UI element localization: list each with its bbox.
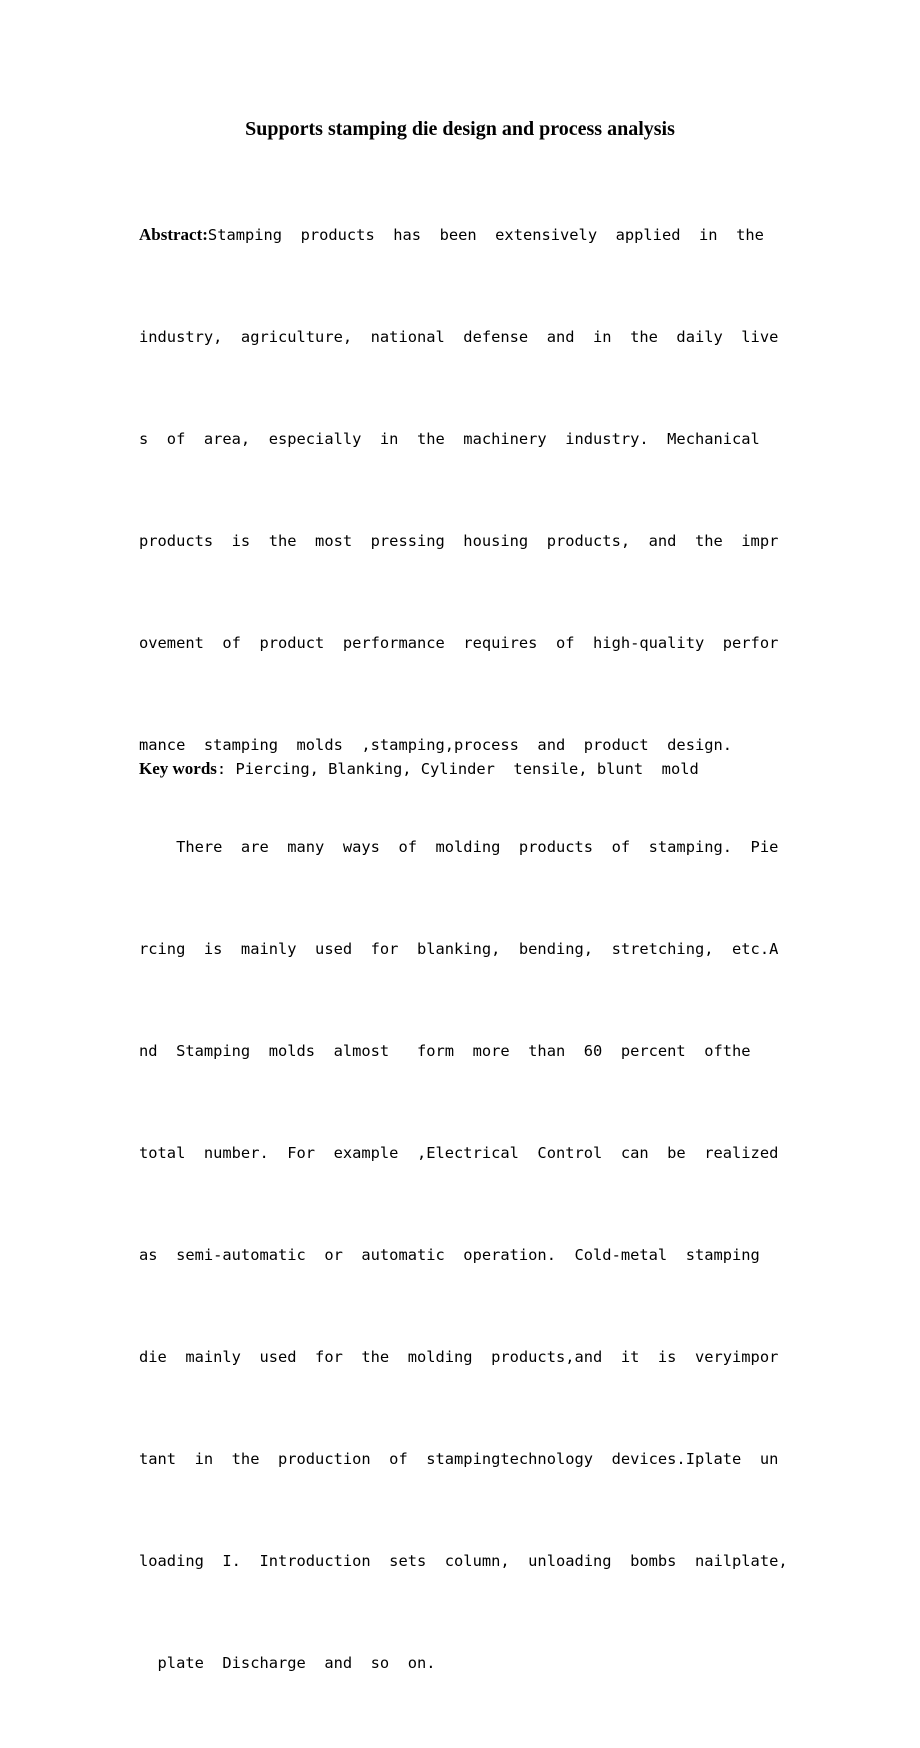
abstract-line: There are many ways of molding products of stamping. Pie [139, 838, 779, 856]
abstract-text: Stamping products has been extensively applied in the [207, 226, 764, 244]
abstract-label: Abstract: [139, 225, 208, 244]
abstract-line: industry, agriculture, national defense and in the daily live [139, 328, 779, 346]
abstract-section [139, 150, 799, 1748]
keywords-section [139, 684, 799, 854]
abstract-line [139, 218, 799, 252]
abstract-line: ovement of product performance requires of high-quality perfor [139, 634, 779, 652]
keywords-text: : Piercing, Blanking, Cylinder tensile, blunt mold [216, 760, 699, 778]
abstract-line: loading I. Introduction sets column, unloading bombs nailplate, [139, 1552, 788, 1570]
abstract-line: nd Stamping molds almost form more than 60 percent ofthe [139, 1042, 751, 1060]
abstract-line: tant in the production of stampingtechnology devices.Iplate un [139, 1450, 779, 1468]
abstract-line: die mainly used for the molding products,and it is veryimpor [139, 1348, 779, 1366]
abstract-line: as semi-automatic or automatic operation. Cold-metal stamping [139, 1246, 760, 1264]
abstract-line: products is the most pressing housing products, and the impr [139, 532, 779, 550]
keywords-line [139, 752, 799, 786]
keywords-label: Key words [139, 759, 217, 778]
abstract-line: rcing is mainly used for blanking, bending, stretching, etc.A [139, 940, 779, 958]
abstract-line: mance stamping molds ,stamping,process and product design. [139, 736, 733, 754]
document-title: Supports stamping die design and process analysis [245, 118, 675, 140]
abstract-line: s of area, especially in the machinery industry. Mechanical [139, 430, 760, 448]
abstract-line: total number. For example ,Electrical Control can be realized [139, 1144, 779, 1162]
abstract-line: plate Discharge and so on. [139, 1654, 436, 1672]
